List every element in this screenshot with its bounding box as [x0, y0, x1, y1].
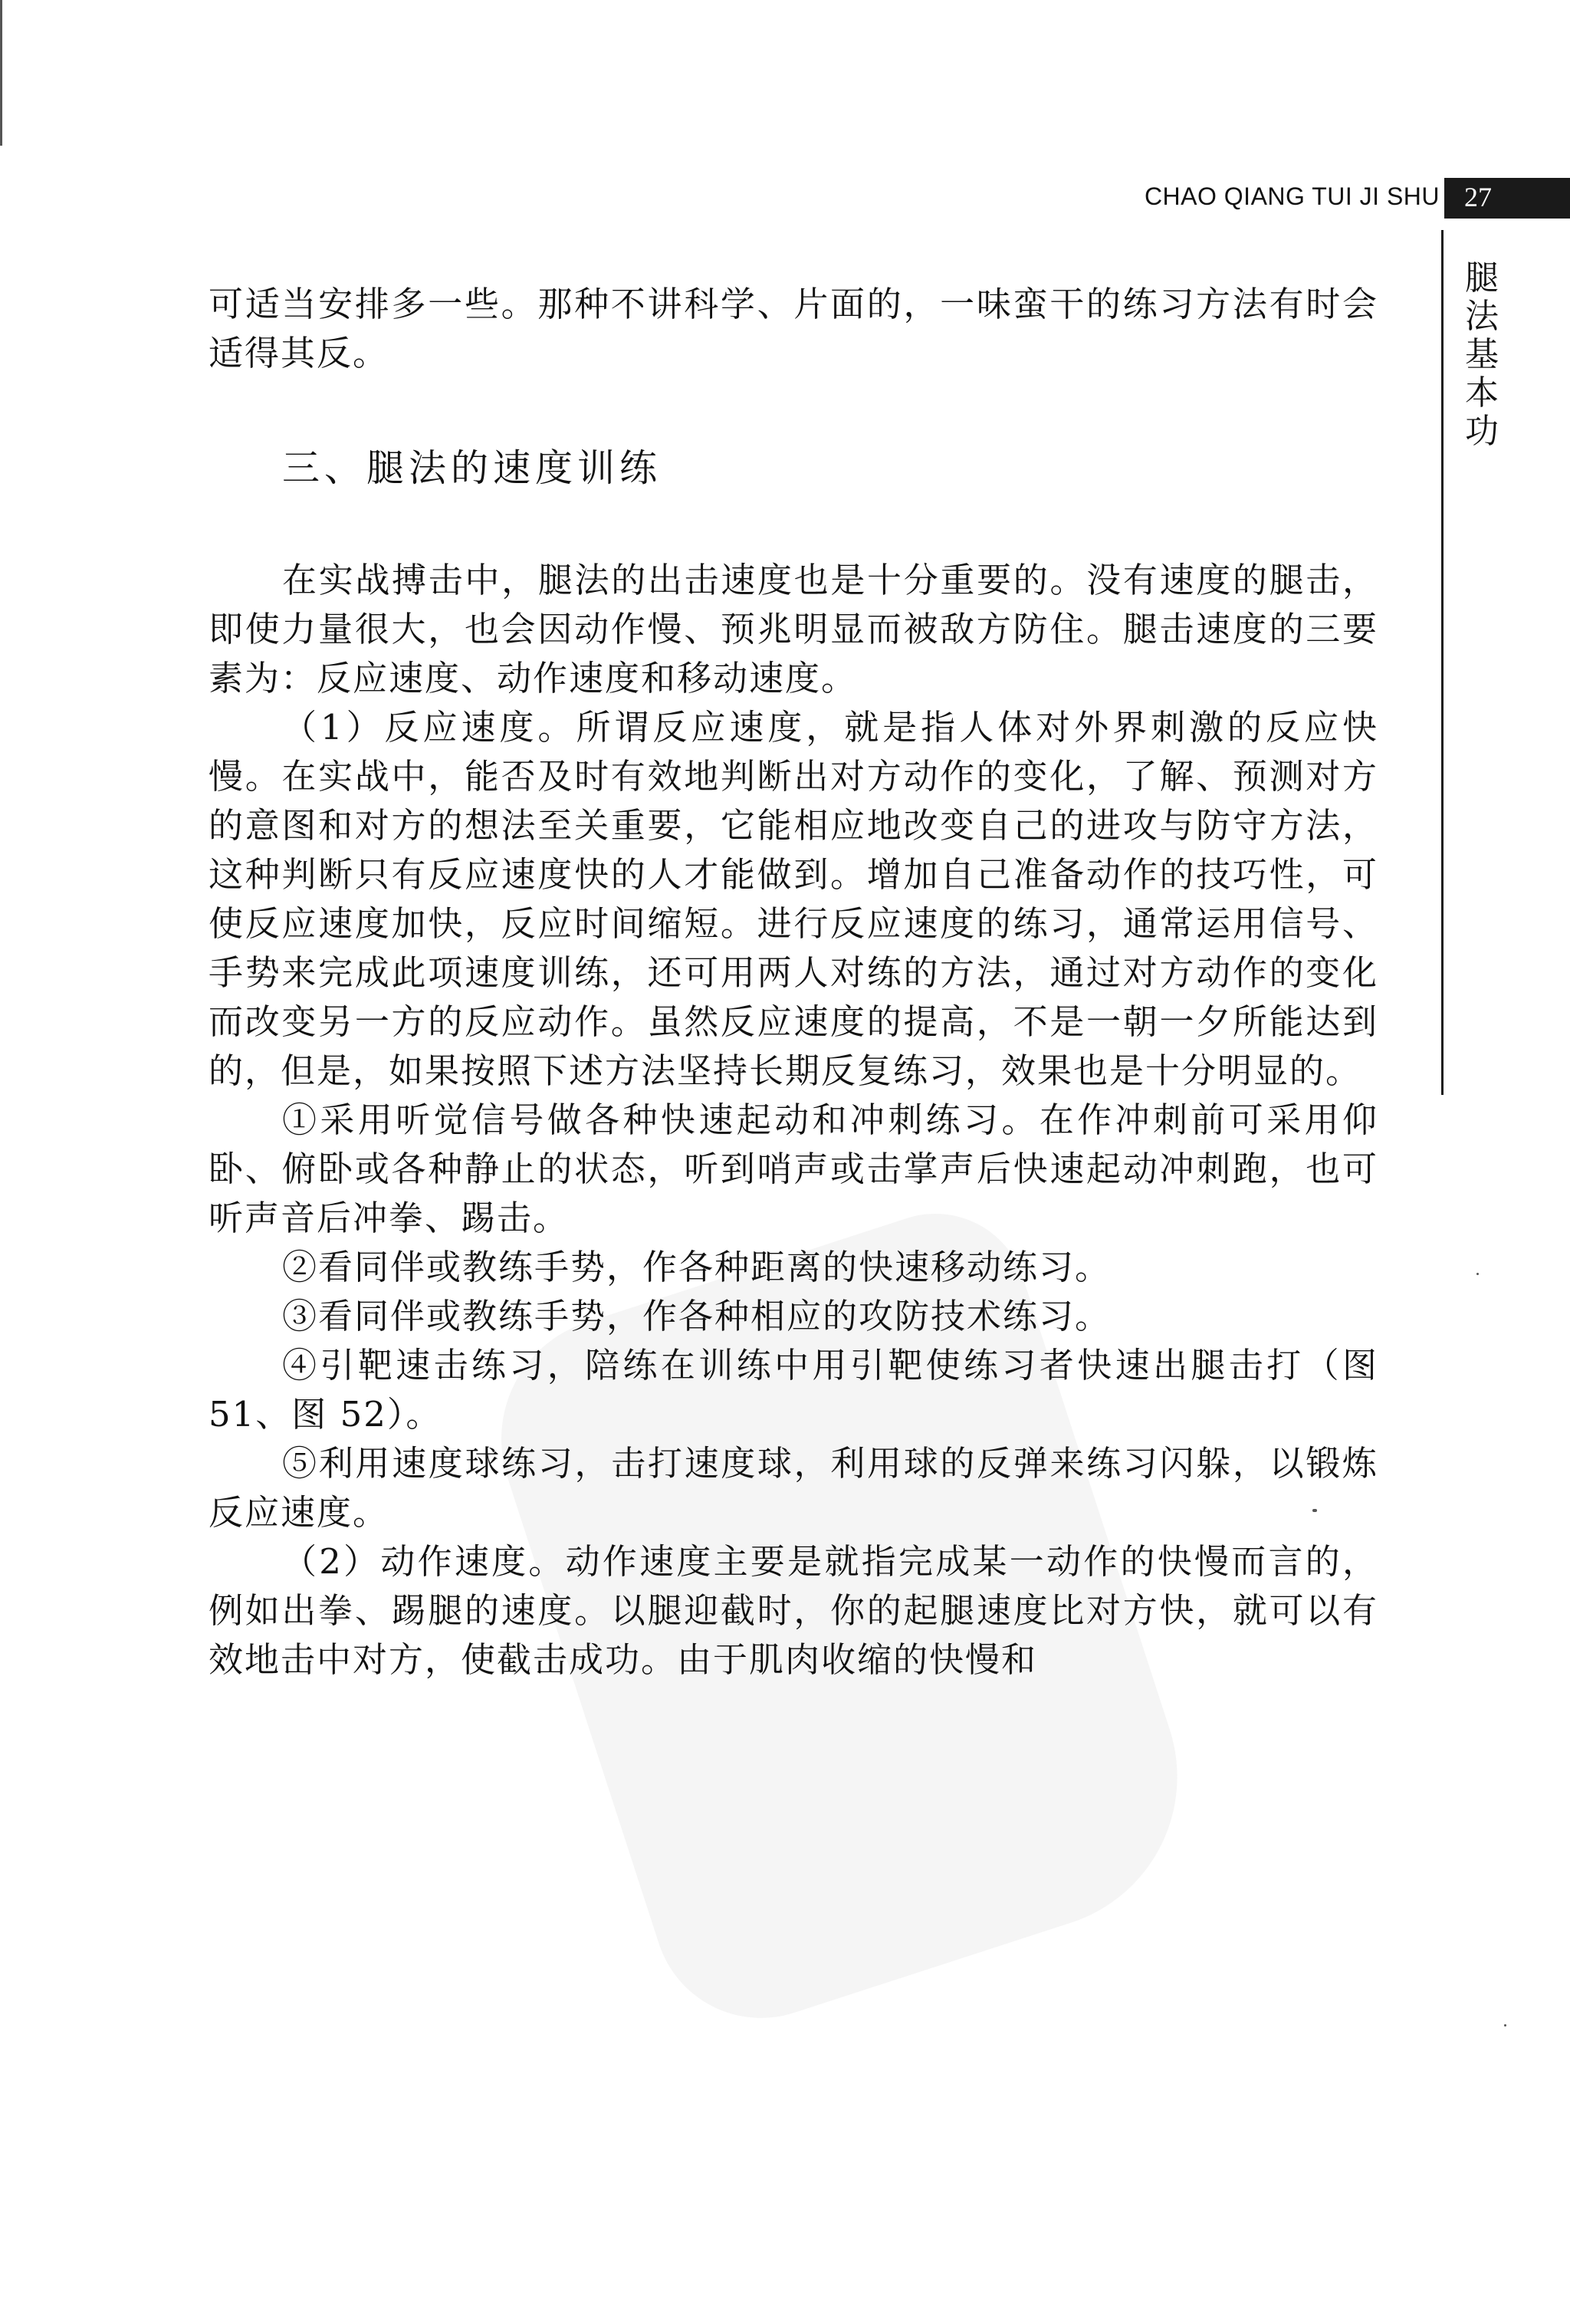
list-item-1: ①采用听觉信号做各种快速起动和冲刺练习。在作冲刺前可采用仰卧、俯卧或各种静止的状态，听到哨声或击掌声后快速起动冲刺跑，也可听声音后冲拳、踢击。	[209, 1100, 1378, 1238]
page-number: 27	[1444, 178, 1570, 216]
section-title: 三、腿法的速度训练	[282, 446, 662, 490]
scan-speck	[1312, 1509, 1317, 1512]
page-content	[209, 280, 1378, 1685]
scan-speck	[1504, 2024, 1506, 2027]
running-head-title: CHAO QIANG TUI JI SHU	[1144, 182, 1440, 210]
list-item-2: ②看同伴或教练手势，作各种距离的快速移动练习。	[282, 1247, 1112, 1287]
chapter-tab: 腿法基本功	[1465, 258, 1499, 451]
paragraph-reaction-speed: （1）反应速度。所谓反应速度，就是指人体对外界刺激的反应快慢。在实战中，能否及时有效地判断出对方动作的变化，了解、预测对方的意图和对方的想法至关重要，它能相应地改变自己的进攻与防守方法，这种判断只有反应速度快的人才能做到。增加自己准备动作的技巧性，可使反应速度加快，反应时间缩短。进行反应速度的练习，通常运用信号、手势来完成此项速度训练，还可用两人对练的方法，通过对方动作的变化而改变另一方的反应动作。虽然反应速度的提高，不是一朝一夕所能达到的，但是，如果按照下述方法坚持长期反复练习，效果也是十分明显的。	[209, 707, 1378, 1091]
header-rule	[1444, 216, 1570, 219]
paragraph-continued: 可适当安排多一些。那种不讲科学、片面的，一味蛮干的练习方法有时会适得其反。	[209, 284, 1378, 373]
list-item-3: ③看同伴或教练手势，作各种相应的攻防技术练习。	[282, 1296, 1112, 1336]
page-edge-line	[0, 0, 2, 146]
scan-speck	[1476, 1273, 1479, 1275]
chapter-tab-rule	[1441, 230, 1444, 1095]
paragraph-action-speed: （2）动作速度。动作速度主要是就指完成某一动作的快慢而言的，例如出拳、踢腿的速度。以腿迎截时，你的起腿速度比对方快，就可以有效地击中对方，使截击成功。由于肌肉收缩的快慢和	[209, 1541, 1378, 1680]
list-item-5: ⑤利用速度球练习，击打速度球，利用球的反弹来练习闪躲，以锻炼反应速度。	[209, 1443, 1378, 1533]
list-item-4: ④引靶速击练习，陪练在训练中用引靶使练习者快速出腿击打（图 51、图 52）。	[209, 1345, 1378, 1435]
paragraph-intro: 在实战搏击中，腿法的出击速度也是十分重要的。没有速度的腿击，即使力量很大，也会因动作慢、预兆明显而被敌方防住。腿击速度的三要素为：反应速度、动作速度和移动速度。	[209, 560, 1378, 699]
